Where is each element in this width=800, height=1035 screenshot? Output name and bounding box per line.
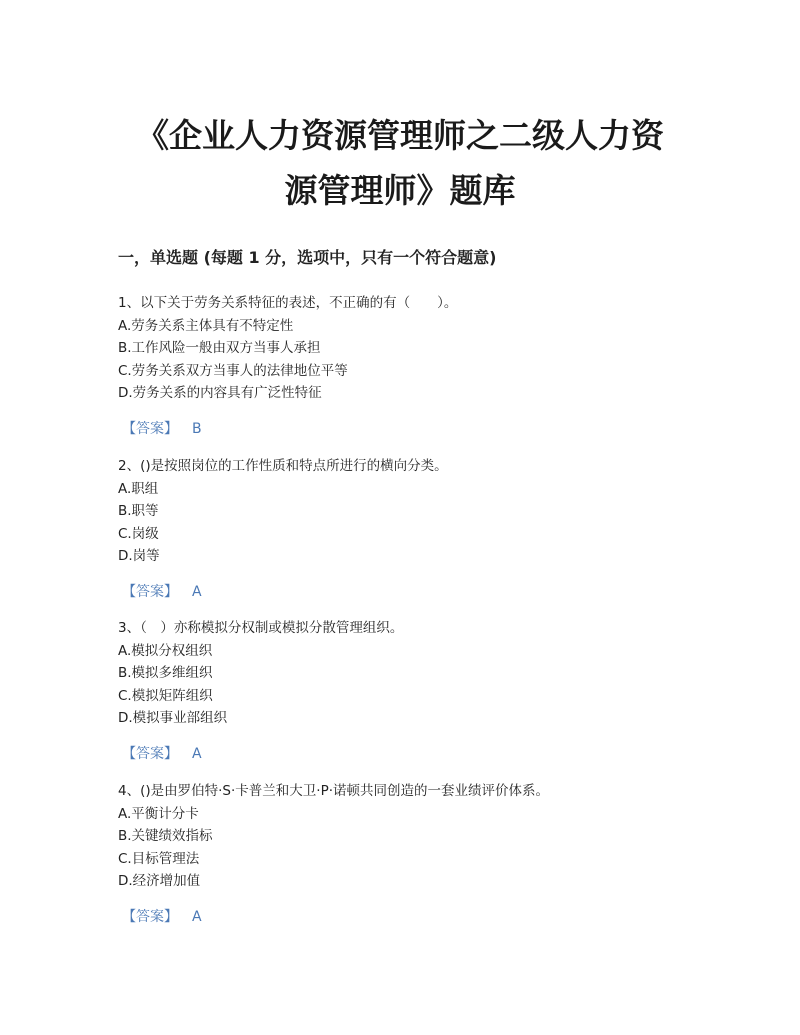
option-a: A.职组 [118, 480, 159, 497]
option-c: C.模拟矩阵组织 [118, 687, 213, 704]
section-heading: 一，单选题 (每题 1 分，选项中，只有一个符合题意) [118, 248, 497, 267]
option-b: B.工作风险一般由双方当事人承担 [118, 340, 321, 356]
question-stem: 3、（ ）亦称模拟分权制或模拟分散管理组织。 [118, 620, 404, 636]
question-3 [118, 617, 718, 765]
answer-value: B [192, 420, 202, 437]
answer-label: 【答案】 [122, 583, 178, 600]
option-a: A.平衡计分卡 [118, 805, 199, 822]
option-b: B.模拟多维组织 [118, 665, 213, 681]
answer-line [122, 418, 718, 440]
question-4 [118, 780, 718, 928]
option-a: A.劳务关系主体具有不特定性 [118, 317, 294, 334]
option-b: B.职等 [118, 503, 159, 519]
option-b: B.关键绩效指标 [118, 828, 213, 844]
question-stem: 1、以下关于劳务关系特征的表述，不正确的有（ ）。 [118, 295, 458, 311]
option-c: C.岗级 [118, 525, 159, 542]
answer-label: 【答案】 [122, 420, 178, 437]
question-2 [118, 455, 718, 603]
answer-line [122, 906, 718, 928]
answer-label: 【答案】 [122, 908, 178, 925]
document-title-line-1: 《企业人力资源管理师之二级人力资 [136, 116, 664, 155]
document-title [60, 108, 740, 218]
option-c: C.劳务关系双方当事人的法律地位平等 [118, 362, 348, 379]
option-d: D.劳务关系的内容具有广泛性特征 [118, 385, 322, 401]
question-stem: 4、()是由罗伯特·S·卡普兰和大卫·P·诺顿共同创造的一套业绩评价体系。 [118, 783, 549, 799]
question-stem: 2、()是按照岗位的工作性质和特点所进行的横向分类。 [118, 458, 448, 474]
question-1 [118, 292, 718, 440]
option-d: D.模拟事业部组织 [118, 710, 228, 726]
option-c: C.目标管理法 [118, 850, 200, 867]
answer-line [122, 581, 718, 603]
answer-value: A [192, 583, 202, 600]
answer-label: 【答案】 [122, 745, 178, 762]
option-d: D.岗等 [118, 548, 160, 564]
answer-value: A [192, 908, 202, 925]
option-a: A.模拟分权组织 [118, 642, 213, 659]
answer-line [122, 743, 718, 765]
option-d: D.经济增加值 [118, 873, 201, 889]
document-title-line-2: 源管理师》题库 [284, 171, 516, 210]
answer-value: A [192, 745, 202, 762]
